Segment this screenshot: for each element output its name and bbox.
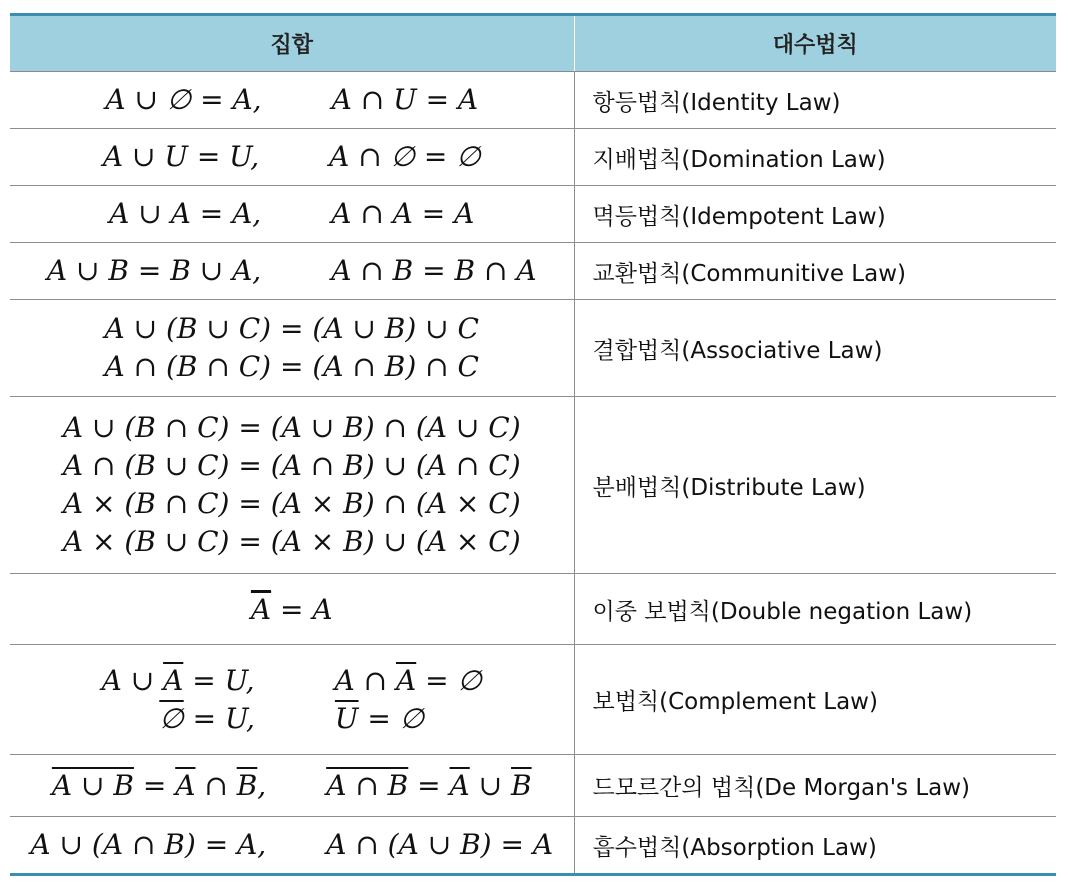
set-formula: [10, 300, 574, 397]
law-name: 흡수법칙(Absorption Law): [574, 817, 1056, 875]
table-row: [10, 755, 1056, 817]
formula-right: A ∩ $\overline{A}$ = ∅: [334, 663, 482, 697]
law-name: 항등법칙(Identity Law): [574, 72, 1056, 129]
formula-left: A ∪ (A ∩ B) = A,: [30, 828, 267, 861]
formula-left: A ∪ A = A,: [109, 197, 262, 230]
table-row: [10, 817, 1056, 875]
formula-right: A ∩ B = B ∩ A: [331, 254, 537, 287]
formula-right: A ∩ $B = \overline{A}$ ∪ $\overline{B}$: [326, 768, 532, 802]
set-formula: [10, 755, 574, 817]
table-row: [10, 300, 1056, 397]
table-row: [10, 72, 1056, 129]
law-name: 드모르간의 법칙(De Morgan's Law): [574, 755, 1056, 817]
law-name: 결합법칙(Associative Law): [574, 300, 1056, 397]
table-row: [10, 129, 1056, 186]
formula-left: ∅ = U,: [159, 701, 255, 735]
formula-line: A ∪ (B ∪ C) = (A ∪ B) ∪ C: [104, 312, 479, 345]
formula-right: A ∩ ∅ = ∅: [329, 140, 481, 173]
table-row: [10, 397, 1056, 574]
law-name: 멱등법칙(Idempotent Law): [574, 186, 1056, 243]
header-row: [10, 15, 1056, 72]
set-formula: [10, 397, 574, 574]
law-name: 분배법칙(Distribute Law): [574, 397, 1056, 574]
set-formula: [10, 645, 574, 755]
set-formula: [10, 243, 574, 300]
formula-line: A × (B ∩ C) = (A × B) ∩ (A × C): [62, 487, 521, 520]
formula-right: $\overline{U}$ = ∅: [334, 701, 425, 735]
formula-right: A ∩ U = A: [331, 83, 479, 116]
formula-line: A ∪ (B ∩ C) = (A ∪ B) ∩ (A ∪ C): [62, 411, 521, 444]
formula-line: A ∩ (B ∩ C) = (A ∩ B) ∩ C: [104, 350, 479, 383]
table-row: [10, 243, 1056, 300]
table-row: [10, 186, 1056, 243]
law-name: 보법칙(Complement Law): [574, 645, 1056, 755]
algebra-laws-table: [10, 13, 1056, 876]
set-formula: [10, 129, 574, 186]
set-formula: $\overline{A} = A$: [10, 574, 574, 645]
formula-line: A ∩ (B ∪ C) = (A ∩ B) ∪ (A ∩ C): [62, 449, 521, 482]
formula-left: A ∪ $\overline{A} = U$,: [101, 663, 255, 697]
formula-left: A ∪ B = B ∪ A,: [46, 254, 262, 287]
formula-left: A ∪ $B = \overline{A}$ ∩ $\overline{B}$,: [51, 768, 267, 802]
table-row: [10, 574, 1056, 645]
formula-left: A ∪ ∅ = A,: [105, 83, 262, 116]
laws-table-container: [10, 13, 1056, 876]
law-name: 이중 보법칙(Double negation Law): [574, 574, 1056, 645]
formula-line: A × (B ∪ C) = (A × B) ∪ (A × C): [62, 525, 521, 558]
header-algebra-law: 대수법칙: [574, 15, 1056, 72]
header-set: 집합: [10, 15, 574, 72]
formula-right: A ∩ (A ∪ B) = A: [326, 828, 554, 861]
formula-left: A ∪ U = U,: [102, 140, 260, 173]
law-name: 지배법칙(Domination Law): [574, 129, 1056, 186]
table-row: [10, 645, 1056, 755]
formula-right: A ∩ A = A: [331, 197, 475, 230]
double-complement: $\overline{A}$: [251, 590, 271, 625]
set-formula: [10, 72, 574, 129]
set-formula: [10, 817, 574, 875]
set-formula: [10, 186, 574, 243]
law-name: 교환법칙(Communitive Law): [574, 243, 1056, 300]
